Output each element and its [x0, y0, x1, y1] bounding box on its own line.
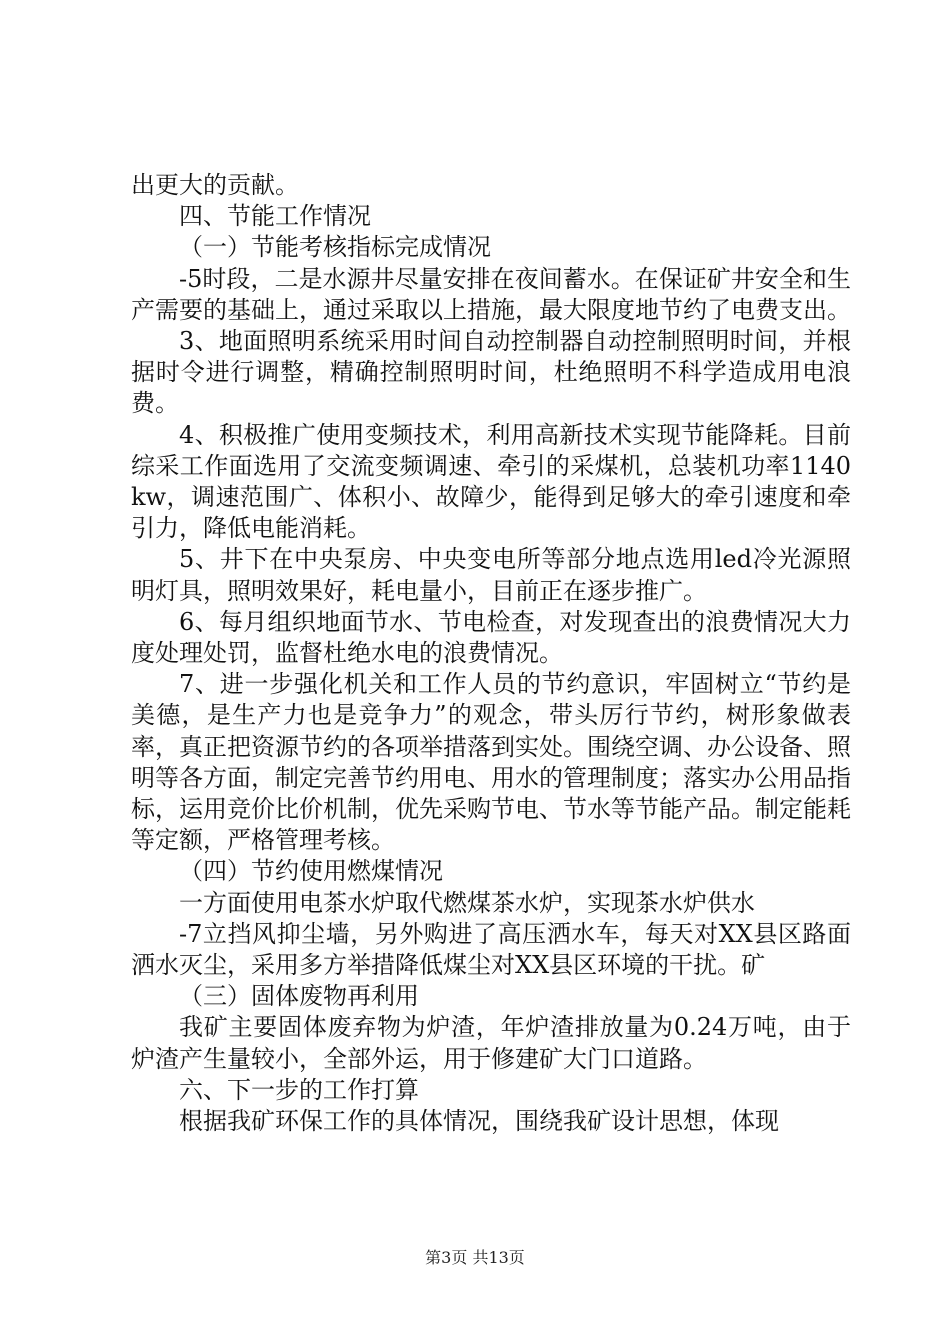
document-body [131, 170, 851, 1137]
paragraph: 7、进一步强化机关和工作人员的节约意识，牢固树立“节约是美德，是生产力也是竞争力”的观念，带头厉行节约，树形象做表率，真正把资源节约的各项举措落到实处。围绕空调、办公设备、照明等各方面，制定完善节约用电、用水的管理制度；落实办公用品指标，运用竞价比价机制，优先采购节电、节水等节能产品。制定能耗等定额，严格管理考核。 [131, 670, 851, 855]
paragraph: 一方面使用电茶水炉取代燃煤茶水炉，实现茶水炉供水 [179, 888, 755, 917]
paragraph: -5时段，二是水源井尽量安排在夜间蓄水。在保证矿井安全和生产需要的基础上，通过采取以上措施，最大限度地节约了电费支出。 [131, 264, 851, 324]
paragraph: 6、每月组织地面节水、节电检查，对发现查出的浪费情况大力度处理处罚，监督杜绝水电的浪费情况。 [131, 607, 851, 668]
paragraph: 根据我矿环保工作的具体情况，围绕我矿设计思想，体现 [179, 1107, 779, 1136]
paragraph: 四、节能工作情况 [179, 202, 371, 231]
paragraph: 4、积极推广使用变频技术，利用高新技术实现节能降耗。目前综采工作面选用了交流变频调速、牵引的采煤机，总装机功率1140kw，调速范围广、体积小、故障少，能得到足够大的牵引速度和牵引力，降低电能消耗。 [131, 420, 851, 543]
page-footer: 第3页 共13页 [425, 1248, 525, 1267]
paragraph: 出更大的贡献。 [131, 171, 299, 199]
paragraph: （三）固体废物再利用 [179, 982, 419, 1011]
paragraph: （四）节约使用燃煤情况 [179, 857, 443, 886]
paragraph: -7立挡风抑尘墙，另外购进了高压洒水车，每天对XX县区路面洒水灭尘，采用多方举措降低煤尘对XX县区环境的干扰。矿 [131, 919, 851, 980]
paragraph: 我矿主要固体废弃物为炉渣，年炉渣排放量为0.24万吨，由于炉渣产生量较小，全部外运，用于修建矿大门口道路。 [131, 1013, 851, 1073]
paragraph: 六、下一步的工作打算 [179, 1075, 419, 1104]
paragraph: 3、地面照明系统采用时间自动控制器自动控制照明时间，并根据时令进行调整，精确控制照明时间，杜绝照明不科学造成用电浪费。 [131, 327, 851, 418]
paragraph: 5、井下在中央泵房、中央变电所等部分地点选用led冷光源照明灯具，照明效果好，耗电量小，目前正在逐步推广。 [131, 545, 851, 605]
paragraph: （一）节能考核指标完成情况 [179, 233, 491, 262]
